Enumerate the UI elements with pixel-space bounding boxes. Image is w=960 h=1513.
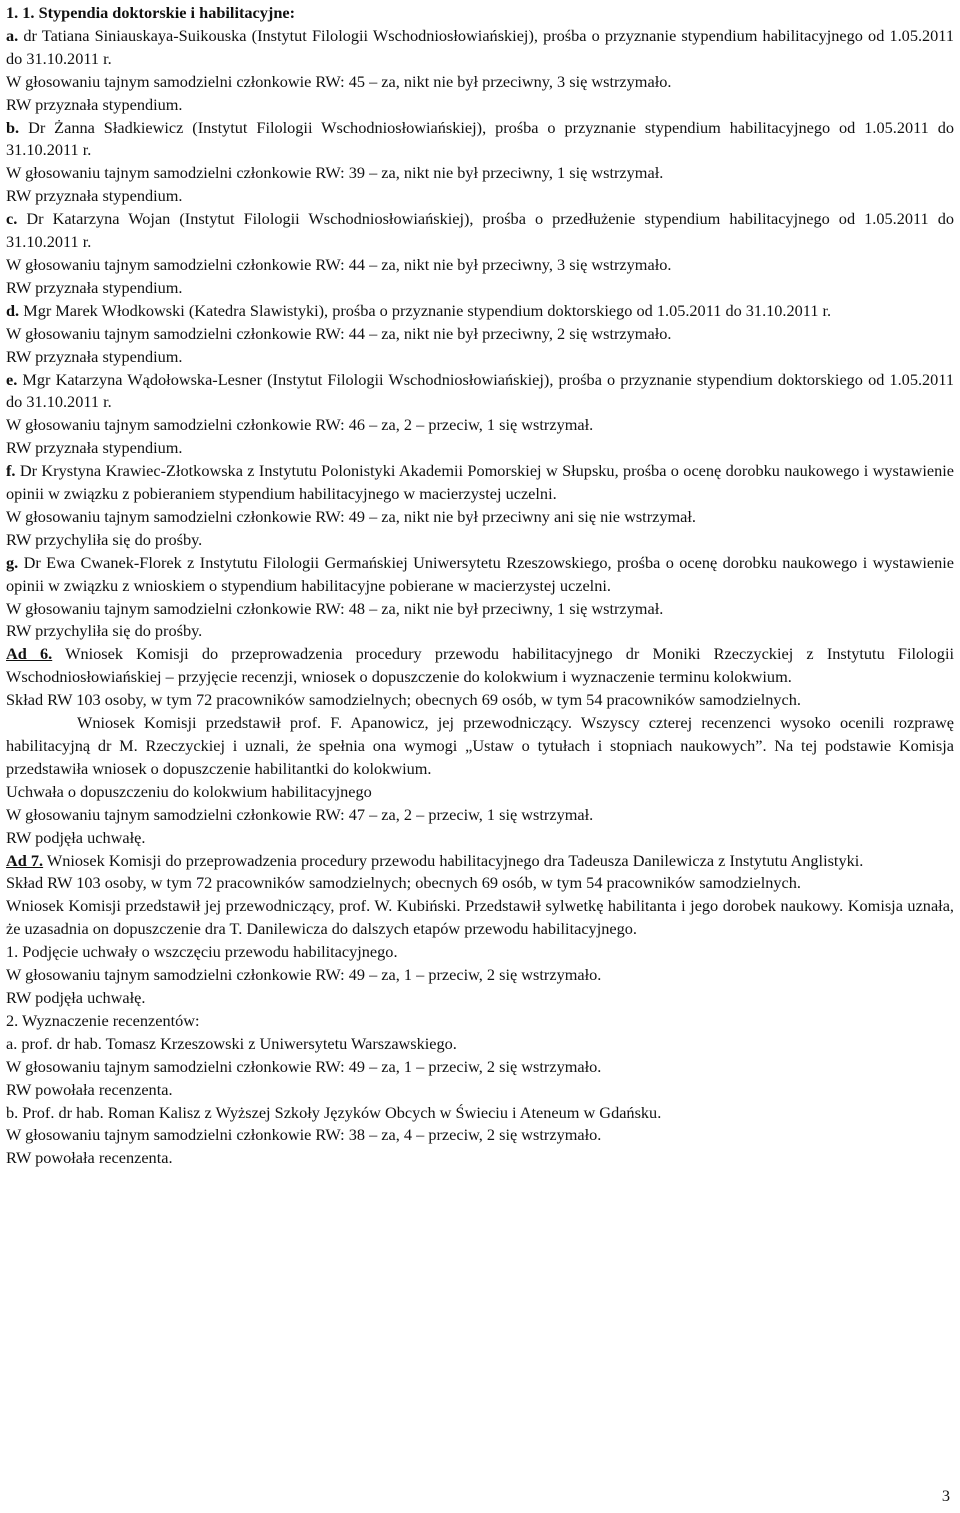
ad7-label: Ad 7. bbox=[6, 850, 44, 870]
ad6-resolution: Uchwała o dopuszczeniu do kolokwium habilitacyjnego bbox=[6, 781, 372, 801]
document-page bbox=[6, 0, 954, 1170]
result-line: RW przyznała stypendium. bbox=[6, 438, 183, 458]
list-item-d bbox=[6, 300, 954, 323]
item-text: Dr Katarzyna Wojan (Instytut Filologii Wschodniosłowiańskiej), prośba o przedłużenie stypendium habilitacyjnego od 1.05.2011 do 31.10.2011 r. bbox=[6, 209, 954, 252]
list-item-a bbox=[6, 25, 954, 71]
list-item-f bbox=[6, 460, 954, 506]
list-item-c bbox=[6, 208, 954, 254]
ad6-label: Ad 6. bbox=[6, 644, 53, 664]
ad7-title-text: Wniosek Komisji do przeprowadzenia procedury przewodu habilitacyjnego dra Tadeusza Danilewicza z Instytutu Anglistyki. bbox=[43, 850, 864, 870]
list-item-g bbox=[6, 552, 954, 598]
vote-line: W głosowaniu tajnym samodzielni członkowie RW: 49 – za, nikt nie był przeciwny ani się nie wstrzymał. bbox=[6, 506, 696, 526]
reviewer-a: a. prof. dr hab. Tomasz Krzeszowski z Uniwersytetu Warszawskiego. bbox=[6, 1033, 457, 1053]
result-line: RW przychyliła się do prośby. bbox=[6, 621, 203, 641]
section-heading: 1. 1. Stypendia doktorskie i habilitacyjne: bbox=[6, 3, 296, 22]
ad6-composition: Skład RW 103 osoby, w tym 72 pracowników samodzielnych; obecnych 69 osób, w tym 54 pracowników samodzielnych. bbox=[6, 690, 801, 710]
item-marker: g. bbox=[6, 552, 19, 572]
list-item-b bbox=[6, 117, 954, 163]
item-marker: a. bbox=[6, 25, 19, 45]
result-line: RW podjęła uchwałę. bbox=[6, 827, 146, 847]
result-line: RW powołała recenzenta. bbox=[6, 1148, 173, 1168]
ad7-presentation: Wniosek Komisji przedstawił jej przewodniczący, prof. W. Kubiński. Przedstawił sylwetkę habilitanta i jego dorobek naukowy. Komisja uznała, że uzasadnia on dopuszczenie dra T. Danilewicza do dalszych etapów przewodu habilitacyjnego. bbox=[6, 896, 954, 939]
item-marker: e. bbox=[6, 369, 18, 389]
ad6-title-text: Wniosek Komisji do przeprowadzenia procedury przewodu habilitacyjnego dr Moniki Rzeczyckiej z Instytutu Filologii Wschodniosłowiańskiej – przyjęcie recenzji, wniosek o dopuszczenie do kolokwium i wyznaczenie terminu kolokwium. bbox=[6, 644, 954, 687]
result-line: RW powołała recenzenta. bbox=[6, 1079, 173, 1099]
result-line: RW przyznała stypendium. bbox=[6, 186, 183, 206]
vote-line: W głosowaniu tajnym samodzielni członkowie RW: 47 – za, 2 – przeciw, 1 się wstrzymał. bbox=[6, 804, 594, 824]
item-text: Dr Żanna Sładkiewicz (Instytut Filologii Wschodniosłowiańskiej), prośba o przyznanie stypendium habilitacyjnego od 1.05.2011 do 31.10.2011 r. bbox=[6, 117, 954, 160]
vote-line: W głosowaniu tajnym samodzielni członkowie RW: 49 – za, 1 – przeciw, 2 się wstrzymało. bbox=[6, 965, 602, 985]
item-marker: d. bbox=[6, 300, 20, 320]
ad7-title bbox=[6, 850, 954, 873]
vote-line: W głosowaniu tajnym samodzielni członkowie RW: 45 – za, nikt nie był przeciwny, 3 się wstrzymało. bbox=[6, 71, 672, 91]
ad7-step-2: 2. Wyznaczenie recenzentów: bbox=[6, 1010, 200, 1030]
vote-line: W głosowaniu tajnym samodzielni członkowie RW: 44 – za, nikt nie był przeciwny, 3 się wstrzymało. bbox=[6, 254, 672, 274]
result-line: RW przyznała stypendium. bbox=[6, 277, 183, 297]
item-marker: f. bbox=[6, 461, 16, 481]
ad7-composition: Skład RW 103 osoby, w tym 72 pracowników samodzielnych; obecnych 69 osób, w tym 54 pracowników samodzielnych. bbox=[6, 873, 801, 893]
result-line: RW przychyliła się do prośby. bbox=[6, 529, 203, 549]
page-number: 3 bbox=[941, 1486, 950, 1505]
item-text: Mgr Katarzyna Wądołowska-Lesner (Instytut Filologii Wschodniosłowiańskiej), prośba o przyznanie stypendium doktorskiego od 1.05.2011 do 31.10.2011 r. bbox=[6, 369, 954, 412]
item-marker: b. bbox=[6, 117, 20, 137]
reviewer-b: b. Prof. dr hab. Roman Kalisz z Wyższej Szkoły Języków Obcych w Świeciu i Ateneum w Gdańsku. bbox=[6, 1102, 662, 1122]
item-marker: c. bbox=[6, 209, 18, 229]
item-text: dr Tatiana Siniauskaya-Suikouska (Instytut Filologii Wschodniosłowiańskiej), prośba o przyznanie stypendium habilitacyjnego od 1.05.2011 do 31.10.2011 r. bbox=[6, 25, 954, 68]
result-line: RW przyznała stypendium. bbox=[6, 94, 183, 114]
result-line: RW podjęła uchwałę. bbox=[6, 987, 146, 1007]
ad6-title bbox=[6, 643, 954, 689]
ad7-step-1: 1. Podjęcie uchwały o wszczęciu przewodu habilitacyjnego. bbox=[6, 942, 398, 962]
vote-line: W głosowaniu tajnym samodzielni członkowie RW: 49 – za, 1 – przeciw, 2 się wstrzymało. bbox=[6, 1056, 602, 1076]
vote-line: W głosowaniu tajnym samodzielni członkowie RW: 39 – za, nikt nie był przeciwny, 1 się wstrzymał. bbox=[6, 163, 664, 183]
ad6-presentation: Wniosek Komisji przedstawił prof. F. Apanowicz, jej przewodniczący. Wszyscy czterej recenzenci wysoko ocenili rozprawę habilitacyjną dr M. Rzeczyckiej i uznali, że spełnia ona wymogi „Ustaw o tytułach i stopniach naukowych”. Na tej podstawie Komisja przedstawiła wniosek o dopuszczenie habilitantki do kolokwium. bbox=[6, 713, 954, 778]
item-text: Mgr Marek Włodkowski (Katedra Slawistyki), prośba o przyznanie stypendium doktorskiego od 1.05.2011 do 31.10.2011 r. bbox=[19, 300, 832, 320]
vote-line: W głosowaniu tajnym samodzielni członkowie RW: 46 – za, 2 – przeciw, 1 się wstrzymał. bbox=[6, 415, 594, 435]
result-line: RW przyznała stypendium. bbox=[6, 346, 183, 366]
list-item-e bbox=[6, 369, 954, 415]
vote-line: W głosowaniu tajnym samodzielni członkowie RW: 44 – za, nikt nie był przeciwny, 2 się wstrzymało. bbox=[6, 323, 672, 343]
item-text: Dr Krystyna Krawiec-Złotkowska z Instytutu Polonistyki Akademii Pomorskiej w Słupsku, prośba o ocenę dorobku naukowego i wystawienie opinii w związku z pobieraniem stypendium habilitacyjnego w macierzystej uczelni. bbox=[6, 461, 954, 504]
vote-line: W głosowaniu tajnym samodzielni członkowie RW: 48 – za, nikt nie był przeciwny, 1 się wstrzymał. bbox=[6, 598, 664, 618]
vote-line: W głosowaniu tajnym samodzielni członkowie RW: 38 – za, 4 – przeciw, 2 się wstrzymało. bbox=[6, 1125, 602, 1145]
item-text: Dr Ewa Cwanek-Florek z Instytutu Filologii Germańskiej Uniwersytetu Rzeszowskiego, prośba o ocenę dorobku naukowego i wystawienie opinii w związku z wnioskiem o stypendium habilitacyjne pobierane w macierzystej uczelni. bbox=[6, 552, 954, 595]
